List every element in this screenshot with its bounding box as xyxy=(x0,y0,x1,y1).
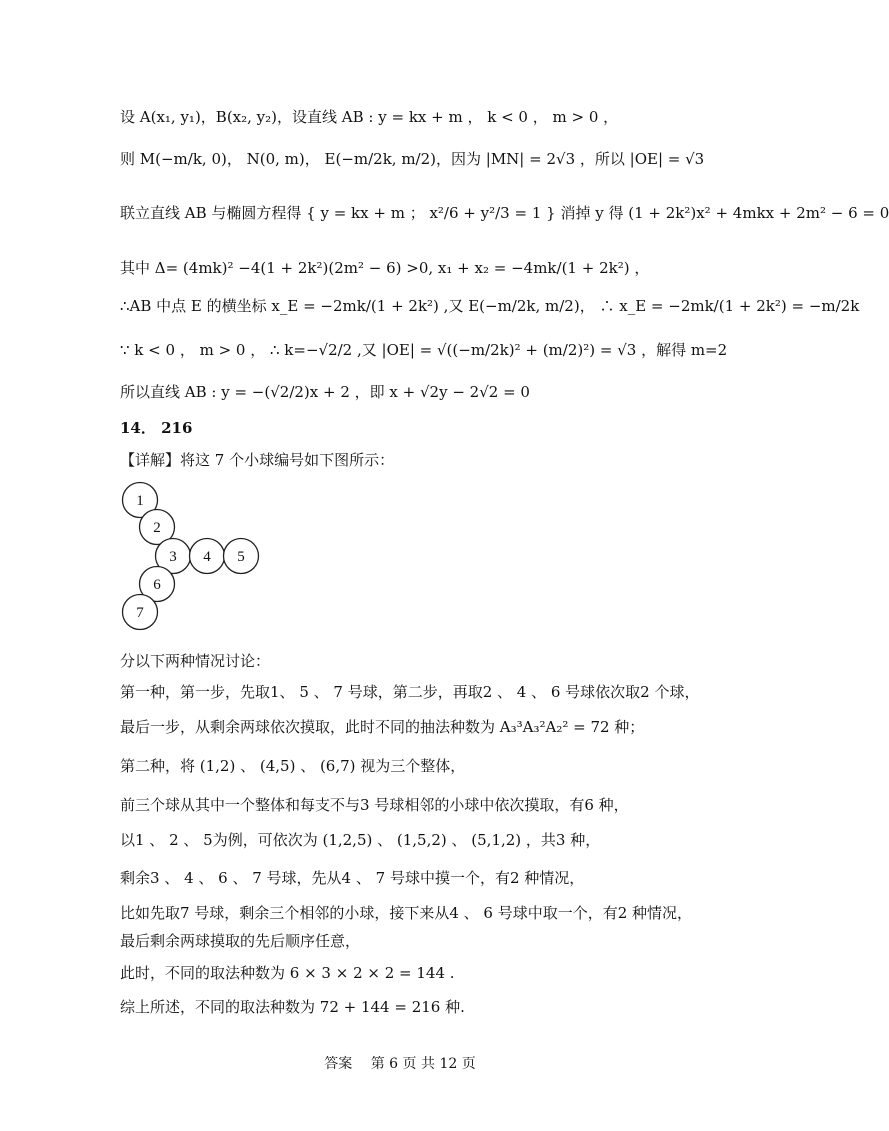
text-line-6: ∵ k < 0 ， m > 0 ， ∴ k=−√2/2 ,又 |OE| = √((−m/2k)² + (m/2)²) = √3 ，解得 m=2 xyxy=(120,341,728,359)
text-line-2: 则 M(−m/k, 0)， N(0, m)， E(−m/2k, m/2)，因为 |MN| = 2√3 ，所以 |OE| = √3 xyxy=(120,150,705,168)
text-line-10: 分以下两种情况讨论： xyxy=(120,652,271,670)
ball-1-label: 1 xyxy=(136,493,144,509)
text-line-1: 设 A(x₁, y₁)，B(x₂, y₂)，设直线 AB : y = kx + m ， k < 0 ， m > 0 ， xyxy=(120,108,619,126)
text-line-12: 最后一步，从剩余两球依次摸取，此时不同的抽法种数为 A₃³A₃²A₂² = 72 种； xyxy=(120,718,645,736)
text-line-17: 比如先取7 号球，剩余三个相邻的小球，接下来从4 、 6 号球中取一个，有2 种情况， xyxy=(120,904,693,922)
ball-6-label: 6 xyxy=(153,577,161,593)
text-line-14: 前三个球从其中一个整体和每支不与3 号球相邻的小球中依次摸取，有6 种， xyxy=(120,796,629,814)
text-line-5: ∴AB 中点 E 的横坐标 x_E = −2mk/(1 + 2k²) ,又 E(−m/2k, m/2)， ∴ x_E = −2mk/(1 + 2k²) = −m/2k xyxy=(120,297,860,315)
ball-3-label: 3 xyxy=(169,549,177,565)
text-line-16: 剩余3 、 4 、 6 、 7 号球，先从4 、 7 号球中摸一个，有2 种情况， xyxy=(120,869,585,887)
ball-4-label: 4 xyxy=(203,549,211,565)
text-line-15: 以1 、 2 、 5为例，可依次为 (1,2,5) 、 (1,5,2) 、 (5,1,2) ，共3 种， xyxy=(120,831,601,849)
text-line-19: 此时，不同的取法种数为 6 × 3 × 2 × 2 = 144 . xyxy=(120,964,455,982)
ball-diagram xyxy=(118,480,268,630)
section-number-14: 14． 216 xyxy=(120,419,193,437)
text-line-20: 综上所述，不同的取法种数为 72 + 144 = 216 种. xyxy=(120,998,465,1016)
page-footer: 答案 第 6 页 共 12 页 xyxy=(324,1056,476,1072)
text-line-4: 其中 Δ= (4mk)² −4(1 + 2k²)(2m² − 6) >0, x₁ + x₂ = −4mk/(1 + 2k²) ， xyxy=(120,259,650,277)
text-line-7: 所以直线 AB : y = −(√2/2)x + 2 ，即 x + √2y − 2√2 = 0 xyxy=(120,383,530,401)
text-line-13: 第二种，将 (1,2) 、 (4,5) 、 (6,7) 视为三个整体， xyxy=(120,757,466,775)
text-line-18: 最后剩余两球摸取的先后顺序任意， xyxy=(120,932,361,950)
text-line-3: 联立直线 AB 与椭圆方程得 { y = kx + m ； x²/6 + y²/3 = 1 } 消掉 y 得 (1 + 2k²)x² + 4mkx + 2m² − 6 = 0 xyxy=(120,204,889,222)
ball-2-label: 2 xyxy=(153,520,161,536)
text-line-9: 【详解】将这 7 个小球编号如下图所示： xyxy=(120,451,395,469)
text-line-11: 第一种，第一步，先取1、 5 、 7 号球，第二步，再取2 、 4 、 6 号球依次取2 个球， xyxy=(120,683,700,701)
ball-7-label: 7 xyxy=(136,605,144,621)
ball-5-label: 5 xyxy=(237,549,245,565)
